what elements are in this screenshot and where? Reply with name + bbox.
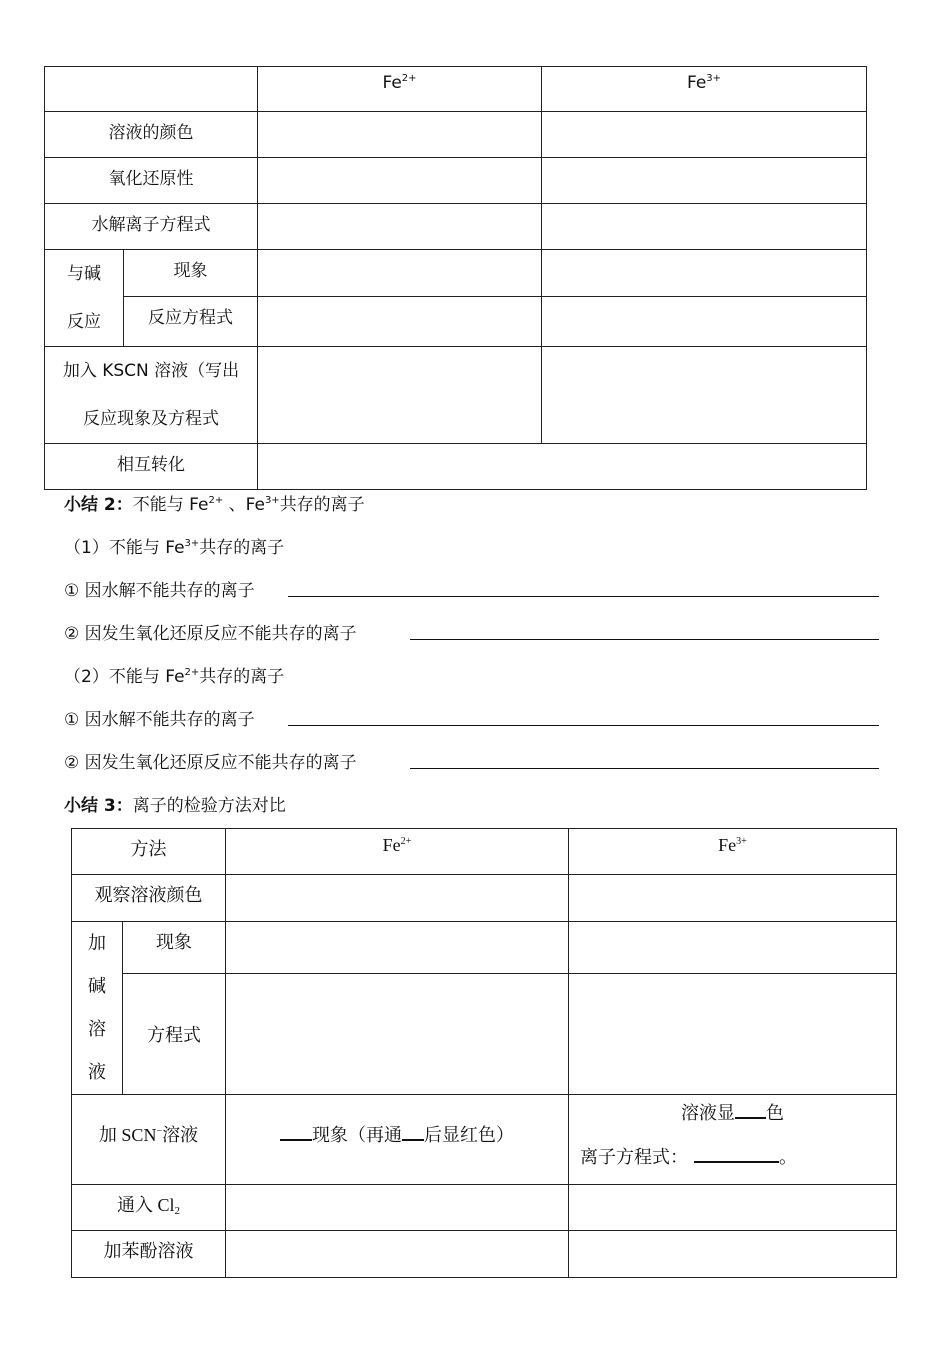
ion-test-table <box>71 828 897 1278</box>
answer-cell[interactable] <box>258 444 867 490</box>
scn-fe3-line1: 溶液显 色 <box>681 1103 784 1123</box>
answer-blank[interactable] <box>410 639 879 640</box>
answer-cell[interactable] <box>226 875 569 922</box>
row-label-cl2: 通入 $Cl_2$ <box>72 1185 226 1231</box>
scn-fe3-line2: 离子方程式： 。 <box>580 1147 797 1167</box>
summary2-part1-item1: ① 因水解不能共存的离子 <box>64 581 255 601</box>
scn-fe3-cell <box>569 1095 897 1185</box>
row-label-color: 溶液的颜色 <box>45 112 258 158</box>
summary2-part2: （2）不能与 $Fe^{2+}$共存的离子 <box>64 667 285 687</box>
answer-cell[interactable] <box>258 347 542 444</box>
row-label-line: 反应现象及方程式 <box>83 409 219 429</box>
answer-cell[interactable] <box>226 1185 569 1231</box>
summary2-part1-item2: ② 因发生氧化还原反应不能共存的离子 <box>64 624 357 644</box>
answer-cell[interactable] <box>569 922 897 974</box>
header-fe3: $Fe^{3+}$ <box>542 67 867 112</box>
group-label-line: 与碱 <box>67 264 101 284</box>
row-label-equation: 方程式 <box>123 974 226 1095</box>
header-fe3: $Fe^{3+}$ <box>569 829 897 875</box>
answer-cell[interactable] <box>258 158 542 204</box>
summary2-part1: （1）不能与 $Fe^{3+}$共存的离子 <box>64 538 285 558</box>
header-method: 方法 <box>72 829 226 875</box>
answer-blank[interactable] <box>410 768 879 769</box>
answer-cell[interactable] <box>258 250 542 297</box>
header-fe2: $Fe^{2+}$ <box>258 67 542 112</box>
row-label-scn: 加 SCN−溶液 <box>72 1095 226 1185</box>
answer-cell[interactable] <box>542 158 867 204</box>
answer-cell[interactable] <box>542 204 867 250</box>
group-char: 液 <box>88 1062 106 1082</box>
summary2-part2-item1: ① 因水解不能共存的离子 <box>64 710 255 730</box>
summary2-part2-item2: ② 因发生氧化还原反应不能共存的离子 <box>64 753 357 773</box>
answer-blank[interactable] <box>280 1139 312 1141</box>
answer-blank[interactable] <box>735 1117 766 1119</box>
group-char: 碱 <box>88 976 106 996</box>
answer-cell[interactable] <box>569 1185 897 1231</box>
scn-fe2-cell: 现象（再通 后显红色） <box>226 1095 569 1185</box>
group-label-line: 反应 <box>67 312 101 332</box>
answer-blank[interactable] <box>402 1139 424 1141</box>
header-fe2: $Fe^{2+}$ <box>226 829 569 875</box>
row-label-line: 加入 KSCN 溶液（写出 <box>62 361 240 381</box>
answer-blank[interactable] <box>288 725 879 726</box>
group-char: 加 <box>88 933 106 953</box>
answer-cell[interactable] <box>542 250 867 297</box>
answer-cell[interactable] <box>226 974 569 1095</box>
row-label-convert: 相互转化 <box>45 444 258 490</box>
group-label-alkali <box>45 250 124 347</box>
row-label-kscn <box>45 347 258 444</box>
header-blank-cell <box>45 67 258 112</box>
row-label-observe: 观察溶液颜色 <box>72 875 226 922</box>
answer-cell[interactable] <box>542 296 867 346</box>
answer-cell[interactable] <box>569 875 897 922</box>
row-label-phenol: 加苯酚溶液 <box>72 1231 226 1278</box>
answer-cell[interactable] <box>542 347 867 444</box>
row-label-phenomenon: 现象 <box>123 922 226 974</box>
answer-cell[interactable] <box>226 1231 569 1278</box>
summary3-heading: 小结 3：离子的检验方法对比 <box>64 796 286 816</box>
answer-cell[interactable] <box>569 974 897 1095</box>
answer-blank[interactable] <box>694 1161 779 1163</box>
row-label-phenomenon: 现象 <box>124 250 258 297</box>
group-label-add-alkali <box>72 922 123 1095</box>
row-label-hydrolysis: 水解离子方程式 <box>45 204 258 250</box>
answer-cell[interactable] <box>542 112 867 158</box>
answer-cell[interactable] <box>258 204 542 250</box>
summary2-heading: 小结 2：不能与 $Fe^{2+}$ 、$Fe^{3+}$共存的离子 <box>64 495 365 515</box>
answer-blank[interactable] <box>288 596 879 597</box>
answer-cell[interactable] <box>226 922 569 974</box>
row-label-redox: 氧化还原性 <box>45 158 258 204</box>
fe-properties-table <box>44 66 867 490</box>
answer-cell[interactable] <box>258 112 542 158</box>
answer-cell[interactable] <box>258 296 542 346</box>
group-char: 溶 <box>88 1019 106 1039</box>
answer-cell[interactable] <box>569 1231 897 1278</box>
row-label-equation: 反应方程式 <box>124 296 258 346</box>
